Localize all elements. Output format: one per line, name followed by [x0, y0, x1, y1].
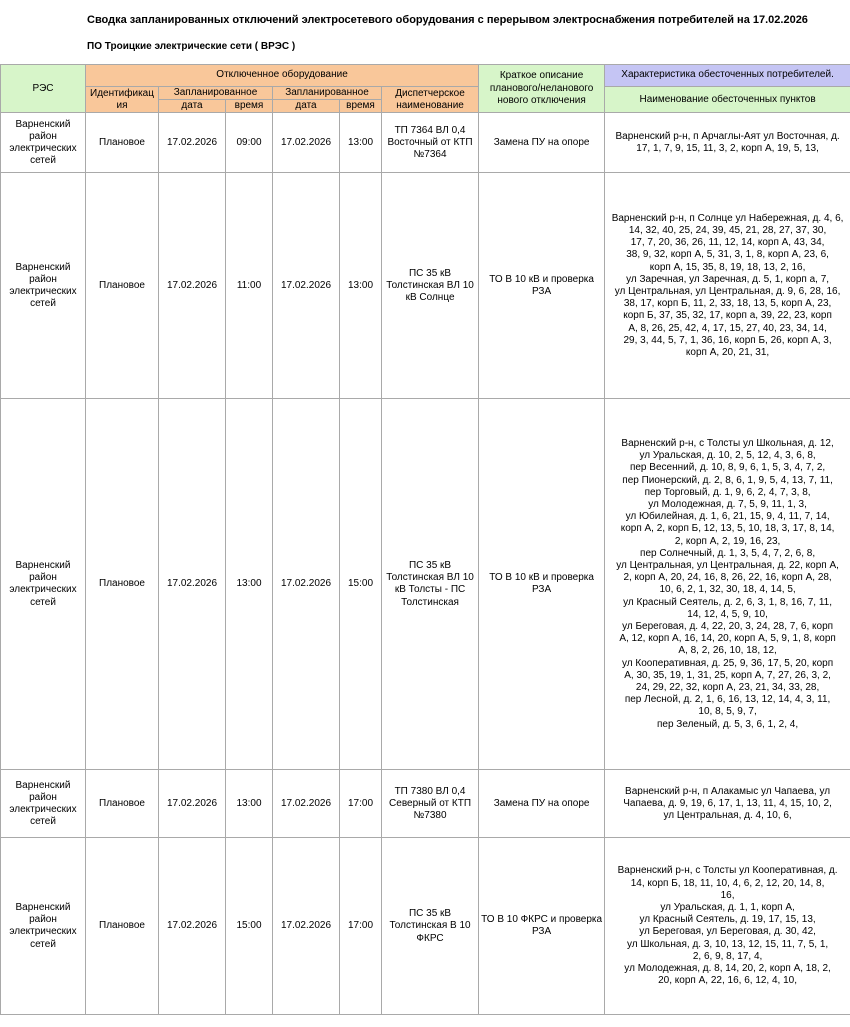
date-to-cell: 17.02.2026: [273, 838, 340, 1015]
points-line: пер Зеленый, д. 5, 3, 6, 1, 2, 4,: [656, 718, 799, 730]
date-to-cell: 17.02.2026: [273, 770, 340, 838]
points-line: Чапаева, д. 9, 19, 6, 17, 1, 13, 11, 4, 15, 10, 2,: [623, 797, 832, 809]
header-row-2: [1, 87, 850, 100]
res-cell: Варненский район электрических сетей: [1, 770, 86, 838]
time-from-cell: 15:00: [226, 838, 273, 1015]
date-from-cell: 17.02.2026: [159, 399, 226, 770]
points-line: 2, корп А, 20, 24, 16, 8, 26, 22, 16, корп А, 28,: [623, 572, 832, 584]
points-line: А, 8, 26, 25, 42, 4, 17, 15, 27, 40, 23, 34, 14,: [628, 322, 827, 334]
dispatch-cell: ПС 35 кВ Толстинская В 10 ФКРС: [382, 838, 479, 1015]
outage-table: [0, 64, 850, 1015]
points-cell: [605, 113, 850, 173]
time-to-cell: 17:00: [340, 770, 382, 838]
points-line: пер Торговый, д. 1, 9, 6, 2, 4, 7, 3, 8,: [644, 486, 811, 498]
points-line: 16,: [720, 889, 735, 901]
points-line: ул Уральская, д. 10, 2, 5, 12, 4, 3, 6, 8,: [639, 450, 816, 462]
points-line: 38, 17, корп Б, 11, 2, 33, 18, 13, 5, корп А, 23,: [623, 298, 832, 310]
res-cell: Варненский район электрических сетей: [1, 399, 86, 770]
points-line: пер Пионерский, д. 2, 8, 6, 1, 9, 5, 4, 13, 7, 11,: [622, 474, 833, 486]
points-cell: [605, 173, 850, 399]
res-cell: Варненский район электрических сетей: [1, 113, 86, 173]
date-to-cell: 17.02.2026: [273, 113, 340, 173]
date-to-cell: 17.02.2026: [273, 173, 340, 399]
brief-cell: Замена ПУ на опоре: [479, 770, 605, 838]
points-line: 20, корп А, 22, 16, 6, 12, 4, 10,: [658, 975, 798, 987]
points-line: ул Уральская, д. 1, 1, корп А,: [660, 902, 795, 913]
table-row: [1, 399, 850, 770]
points-line: Варненский р-н, п Алакамыс ул Чапаева, ул: [625, 785, 831, 797]
date-to-cell: 17.02.2026: [273, 399, 340, 770]
ident-cell: Плановое: [86, 399, 159, 770]
header-brief: Краткое описание планового/неланового нового отключения: [479, 65, 605, 113]
time-to-cell: 13:00: [340, 173, 382, 399]
points-line: ул Красный Сеятель, д. 2, 6, 3, 1, 8, 16, 7, 11,: [623, 596, 832, 608]
header-planned-from: Запланированное: [159, 87, 273, 100]
time-from-cell: 13:00: [226, 770, 273, 838]
res-cell: Варненский район электрических сетей: [1, 173, 86, 399]
header-time-from: время: [226, 100, 273, 113]
points-line: 10, 8, 5, 9, 7,: [698, 706, 757, 718]
time-from-cell: 09:00: [226, 113, 273, 173]
dispatch-cell: ПС 35 кВ Толстинская ВЛ 10 кВ Толсты - ПС Толстинская: [382, 399, 479, 770]
points-line: 38, 9, 32, корп А, 5, 31, 3, 1, 8, корп А, 23, 6,: [626, 249, 829, 261]
points-cell: [605, 838, 850, 1015]
ident-cell: Плановое: [86, 770, 159, 838]
time-to-cell: 17:00: [340, 838, 382, 1015]
points-line: пер Солнечный, д. 1, 3, 5, 4, 7, 2, 6, 8,: [640, 547, 816, 559]
points-line: А, 8, 2, 26, 10, 18, 12,: [678, 645, 777, 657]
header-date-to: дата: [273, 100, 340, 113]
points-line: 14, 12, 4, 5, 9, 10,: [687, 608, 768, 620]
points-line: 2, корп А, 2, 19, 16, 23,: [674, 535, 781, 547]
points-line: 10, 6, 2, 1, 32, 30, 18, 4, 14, 5,: [659, 584, 796, 596]
header-date-from: дата: [159, 100, 226, 113]
table-row: [1, 770, 850, 838]
header-planned-to: Запланированное: [273, 87, 382, 100]
points-line: ул Центральная, ул Центральная, д. 9, 6, 28, 16,: [614, 285, 841, 297]
points-line: 2, 6, 9, 8, 17, 4,: [692, 950, 763, 962]
points-line: Варненский р-н, с Толсты ул Кооперативная, д.: [617, 865, 838, 877]
points-cell: [605, 399, 850, 770]
page-subtitle: ПО Троицкие электрические сети ( ВРЭС ): [87, 41, 296, 52]
points-line: корп А, 20, 21, 31,: [685, 346, 770, 358]
points-line: ул Школьная, д. 3, 10, 13, 12, 15, 11, 7, 5, 1,: [626, 938, 829, 950]
ident-cell: Плановое: [86, 173, 159, 399]
header-ident: Идентификац ия: [86, 87, 159, 113]
points-cell: [605, 770, 850, 838]
points-line: Варненский р-н, с Толсты ул Школьная, д. 12,: [621, 437, 834, 449]
points-line: 17, 7, 20, 36, 26, 11, 12, 14, корп А, 43, 34,: [630, 237, 825, 249]
points-line: корп А, 2, корп Б, 12, 13, 5, 10, 18, 3, 17, 8, 14,: [620, 523, 835, 535]
dispatch-cell: ТП 7380 ВЛ 0,4 Северный от КТП №7380: [382, 770, 479, 838]
date-from-cell: 17.02.2026: [159, 173, 226, 399]
table-row: [1, 173, 850, 399]
points-line: ул Молодежная, д. 7, 5, 9, 11, 1, 3,: [648, 498, 807, 510]
time-to-cell: 13:00: [340, 113, 382, 173]
points-line: 29, 3, 44, 5, 7, 1, 36, 16, корп Б, 26, корп А, 3,: [623, 334, 832, 346]
ident-cell: Плановое: [86, 838, 159, 1015]
brief-cell: ТО В 10 кВ и проверка РЗА: [479, 173, 605, 399]
points-line: А, 12, корп А, 16, 14, 20, корп А, 5, 9, 1, 8, корп: [619, 633, 836, 645]
header-dispatch: Диспетчерское наименование: [382, 87, 479, 113]
table-row: [1, 113, 850, 173]
points-line: ул Центральная, д. 4, 10, 6,: [663, 810, 792, 821]
header-points: Наименование обесточенных пунктов: [605, 87, 850, 113]
dispatch-cell: ПС 35 кВ Толстинская ВЛ 10 кВ Солнце: [382, 173, 479, 399]
brief-cell: ТО В 10 ФКРС и проверка РЗА: [479, 838, 605, 1015]
ident-cell: Плановое: [86, 113, 159, 173]
header-row-1: [1, 65, 850, 87]
header-res: РЭС: [1, 65, 86, 113]
points-line: ул Центральная, ул Центральная, д. 22, корп А,: [616, 560, 839, 571]
points-line: ул Заречная, ул Заречная, д. 5, 1, корп а, 7,: [626, 273, 830, 285]
points-line: корп Б, 37, 35, 32, 17, корп а, 39, 22, 23, корп: [623, 310, 832, 322]
points-line: 14, 32, 40, 25, 24, 39, 45, 21, 28, 27, 37, 30,: [628, 224, 827, 236]
points-line: пер Лесной, д. 2, 1, 6, 16, 13, 12, 14, 4, 3, 11,: [624, 694, 831, 706]
brief-cell: Замена ПУ на опоре: [479, 113, 605, 173]
points-line: ул Береговая, д. 4, 22, 20, 3, 24, 28, 7, 6, корп: [622, 621, 834, 633]
table-row: [1, 838, 850, 1015]
date-from-cell: 17.02.2026: [159, 113, 226, 173]
header-equipment: Отключенное оборудование: [86, 65, 479, 87]
points-line: пер Весенний, д. 10, 8, 9, 6, 1, 5, 3, 4, 7, 2,: [629, 462, 826, 474]
time-from-cell: 11:00: [226, 173, 273, 399]
time-from-cell: 13:00: [226, 399, 273, 770]
points-line: 17, 1, 7, 9, 15, 11, 3, 2, корп А, 19, 5, 13,: [636, 142, 819, 154]
points-line: ул Кооперативная, д. 25, 9, 36, 17, 5, 20, корп: [622, 657, 834, 669]
points-line: Варненский р-н, п Арчаглы-Аят ул Восточная, д.: [615, 130, 840, 142]
points-line: ул Молодежная, д. 8, 14, 20, 2, корп А, 18, 2,: [624, 963, 831, 975]
points-line: 24, 29, 22, 32, корп А, 23, 21, 34, 33, 28,: [635, 682, 820, 694]
points-line: 14, корп Б, 18, 11, 10, 4, 6, 2, 12, 20, 14, 8,: [630, 877, 825, 889]
time-to-cell: 15:00: [340, 399, 382, 770]
header-consumers: Характеристика обесточенных потребителей.: [605, 65, 850, 87]
points-line: А, 30, 35, 19, 1, 31, 25, корп А, 7, 27, 26, 3, 2,: [624, 669, 831, 681]
date-from-cell: 17.02.2026: [159, 770, 226, 838]
date-from-cell: 17.02.2026: [159, 838, 226, 1015]
header-time-to: время: [340, 100, 382, 113]
points-line: ул Юбилейная, д. 1, 6, 21, 15, 9, 4, 11, 7, 14,: [625, 511, 830, 523]
points-line: Варненский р-н, п Солнце ул Набережная, д. 4, 6,: [611, 212, 844, 224]
points-line: ул Береговая, ул Береговая, д. 30, 42,: [639, 926, 816, 938]
points-line: корп А, 15, 35, 8, 19, 18, 13, 2, 16,: [649, 261, 806, 273]
points-line: ул Красный Сеятель, д. 19, 17, 15, 13,: [639, 914, 816, 926]
res-cell: Варненский район электрических сетей: [1, 838, 86, 1015]
brief-cell: ТО В 10 кВ и проверка РЗА: [479, 399, 605, 770]
dispatch-cell: ТП 7364 ВЛ 0,4 Восточный от КТП №7364: [382, 113, 479, 173]
page-title: Сводка запланированных отключений электросетевого оборудования с перерывом электроснабжения потребителей на 17.02.2026: [87, 14, 808, 26]
